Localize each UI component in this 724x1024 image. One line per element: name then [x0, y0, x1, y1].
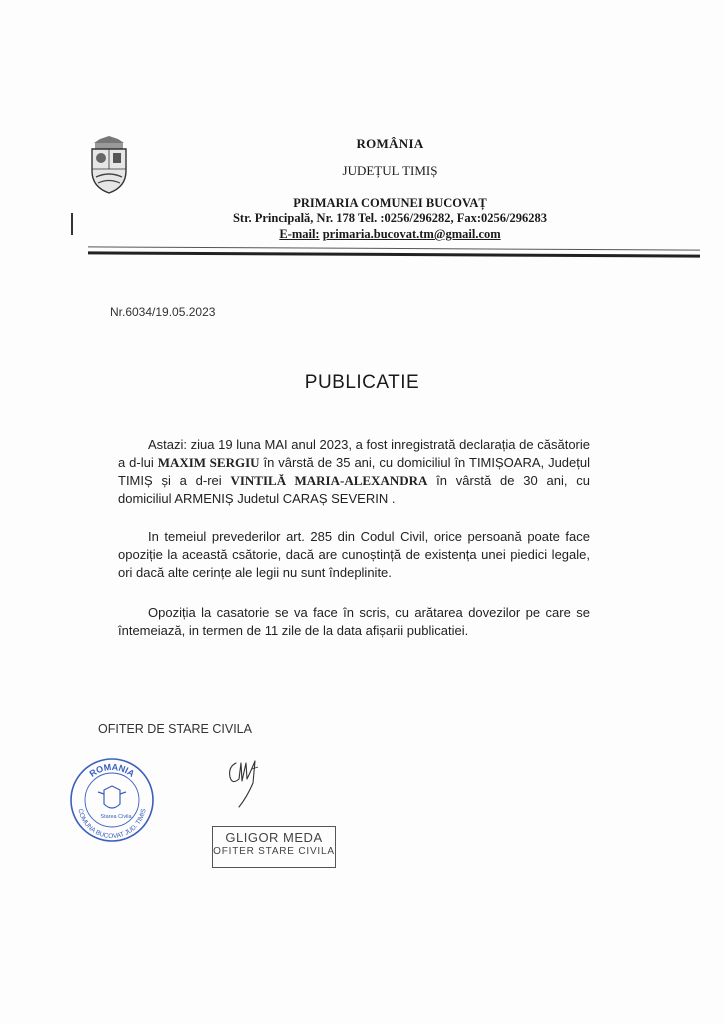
eagle-icon [104, 786, 120, 808]
p1-text-a: Astazi: ziua 19 luna MAI anul 2023, a fost inregistrată declarația de căsătorie a d-lui [118, 437, 590, 470]
margin-mark [71, 213, 73, 235]
officer-role: OFITER STARE CIVILA [213, 846, 335, 857]
header-county: JUDEȚUL TIMIȘ [342, 163, 438, 178]
email-link[interactable]: primaria.bucovat.tm@gmail.com [322, 227, 501, 241]
officer-name: GLIGOR MEDA [225, 830, 323, 845]
p1-text-b: în vârstă de 35 ani, cu domiciliul în TIMIȘOARA, Județul TIMIȘ și a d-rei [118, 455, 590, 488]
official-stamp [68, 756, 156, 844]
svg-text:COMUNA BUCOVAT JUD. TIMIS [76, 808, 147, 841]
stamp-bottom-text: COMUNA BUCOVAT JUD. TIMIS [76, 808, 148, 841]
p2-text: In temeiul prevederilor art. 285 din Codul Civil, orice persoană poate face opoziție la această csătorie, dacă are cunoștință de existența unei piedici legale, ori dacă alte cerințe ale legii nu sunt îndeplinite. [118, 529, 590, 580]
email-label: E-mail: [279, 227, 320, 241]
document-title: PUBLICATIE [304, 372, 420, 393]
paragraph-legal-basis [118, 528, 590, 582]
header-office: PRIMARIA COMUNEI BUCOVAȚ [293, 196, 487, 210]
stamp-center-text: Starea Civila [100, 814, 132, 820]
groom-name: MAXIM SERGIU [157, 455, 260, 470]
paragraph-declaration [118, 436, 590, 508]
header-rule-thin [88, 246, 700, 250]
header-rule-thick [88, 251, 700, 257]
header-address: Str. Principală, Nr. 178 Tel. :0256/296282, Fax:0256/296283 [232, 211, 547, 225]
svg-text:ROMANIA [88, 762, 137, 779]
officer-title: OFITER DE STARE CIVILA [98, 722, 252, 736]
header-country: ROMÂNIA [356, 136, 424, 151]
p1-text-c: în vârstă de 30 ani, cu domiciliul ARMENIȘ Judetul CARAȘ SEVERIN . [118, 473, 590, 506]
registration-number: Nr.6034/19.05.2023 [110, 305, 216, 319]
header-email-line [180, 227, 600, 242]
stamp-top-text: ROMANIA [87, 761, 137, 779]
handwritten-signature [222, 757, 270, 809]
bride-name: VINTILĂ MARIA-ALEXANDRA [230, 473, 428, 488]
name-stamp [212, 826, 336, 868]
p3-text: Opoziția la casatorie se va face în scris, cu arătarea dovezilor pe care se întemeiază, in termen de 11 zile de la data afișarii publicatiei. [118, 605, 590, 638]
coat-of-arms-icon [88, 135, 130, 195]
paragraph-opposition [118, 604, 590, 640]
